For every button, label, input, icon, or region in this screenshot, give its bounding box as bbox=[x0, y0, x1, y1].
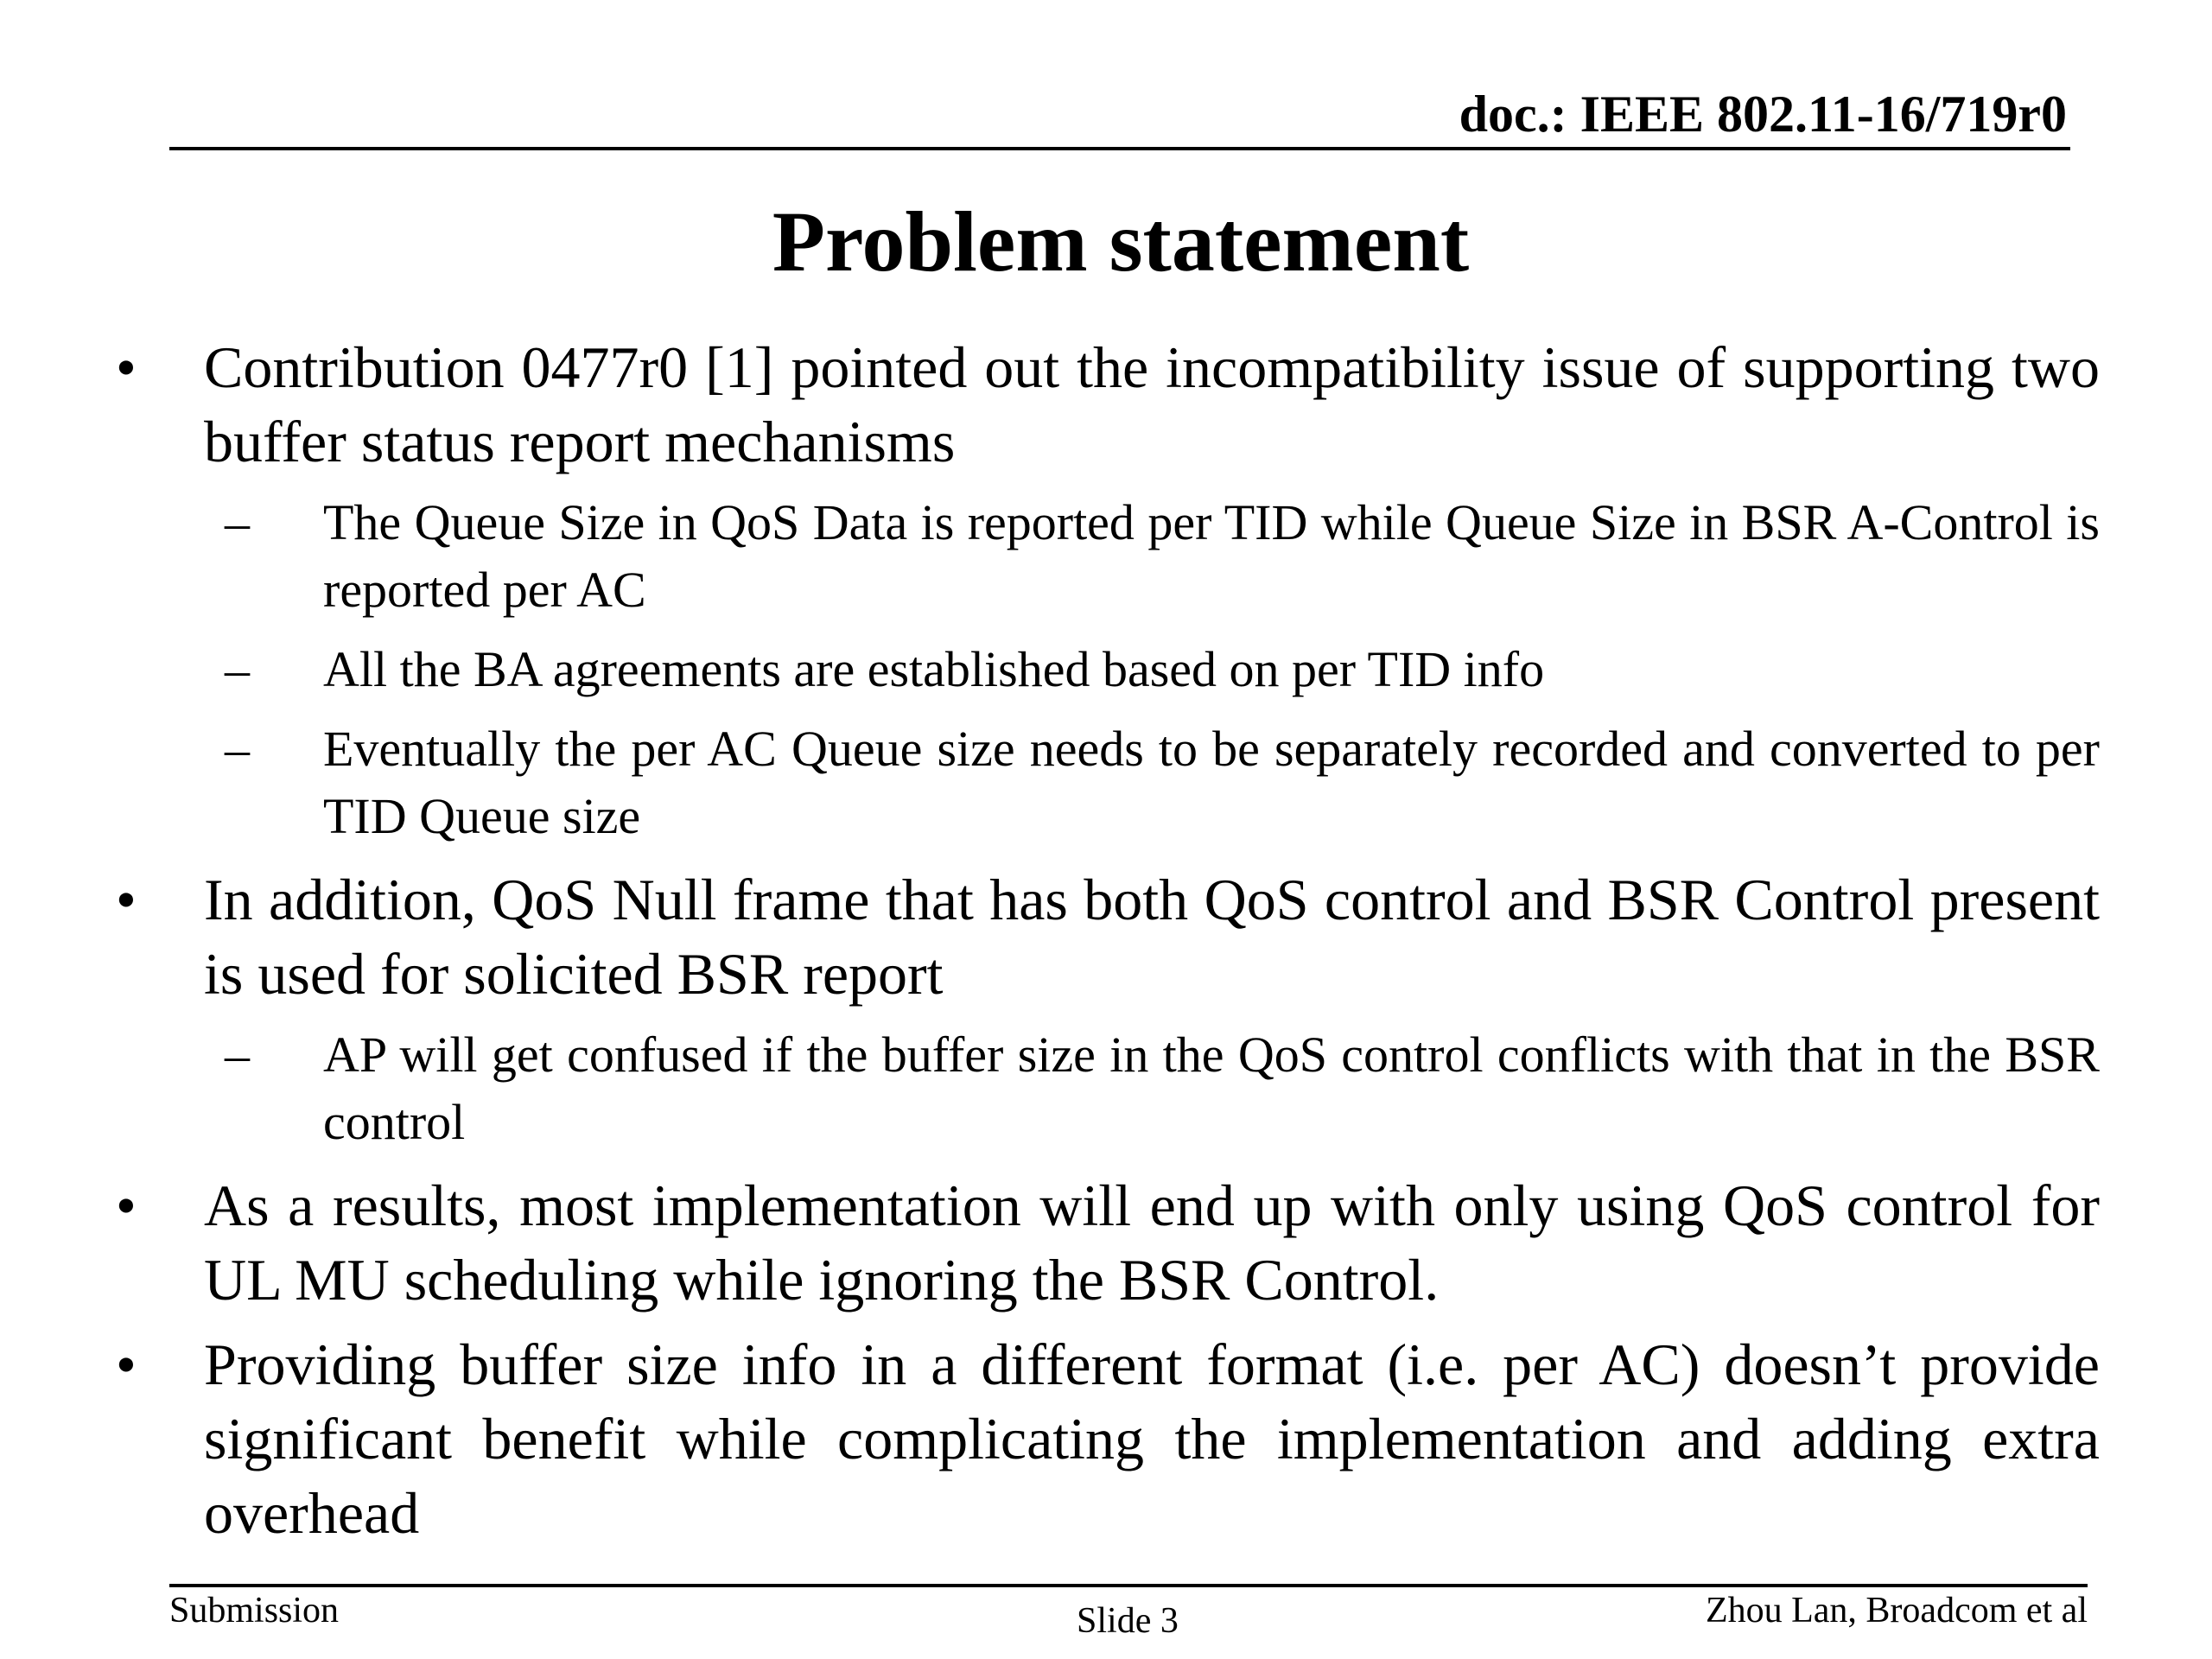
sub-bullet-text: Eventually the per AC Queue size needs to be separately recorded and converted to per TID Queue size bbox=[323, 721, 2100, 844]
bullet-text: Contribution 0477r0 [1] pointed out the incompatibility issue of supporting two buffer status report mechanisms bbox=[204, 334, 2100, 474]
slide-title: Problem statement bbox=[772, 194, 1470, 289]
bullet-text: In addition, QoS Null frame that has both QoS control and BSR Control present is used for solicited BSR report bbox=[204, 867, 2100, 1007]
sub-bullet-text: All the BA agreements are established based on per TID info bbox=[323, 641, 1545, 697]
dash-marker: – bbox=[225, 494, 250, 550]
bullet-marker: • bbox=[116, 867, 137, 932]
dash-marker: – bbox=[225, 721, 250, 777]
sub-bullet-item bbox=[225, 636, 2100, 703]
bullet-item bbox=[112, 862, 2100, 1011]
sub-bullet-item bbox=[225, 489, 2100, 624]
bullet-text: Providing buffer size info in a different format (i.e. per AC) doesn’t provide significant benefit while complicating the implementation and adding extra overhead bbox=[204, 1332, 2100, 1546]
sub-bullet-item bbox=[225, 715, 2100, 850]
bullet-item bbox=[112, 1327, 2100, 1550]
sub-bullet-text: The Queue Size in QoS Data is reported per TID while Queue Size in BSR A-Control is reported per AC bbox=[323, 494, 2100, 618]
header-divider bbox=[169, 147, 2070, 150]
document-id: doc.: IEEE 802.11-16/719r0 bbox=[1459, 86, 2067, 143]
bullet-marker: • bbox=[116, 334, 137, 400]
bullet-marker: • bbox=[116, 1332, 137, 1397]
footer-submission: Submission bbox=[169, 1591, 340, 1630]
footer-divider bbox=[169, 1584, 2088, 1587]
bullet-item bbox=[112, 330, 2100, 479]
bullet-text: As a results, most implementation will end up with only using QoS control for UL MU scheduling while ignoring the BSR Control. bbox=[204, 1173, 2100, 1313]
slide-number: Slide 3 bbox=[1077, 1601, 1179, 1641]
footer-authors: Zhou Lan, Broadcom et al bbox=[1705, 1591, 2088, 1630]
bullet-marker: • bbox=[116, 1173, 137, 1238]
dash-marker: – bbox=[225, 641, 250, 697]
dash-marker: – bbox=[225, 1027, 250, 1083]
bullet-item bbox=[112, 1168, 2100, 1317]
sub-bullet-item bbox=[225, 1021, 2100, 1156]
sub-bullet-text: AP will get confused if the buffer size in the QoS control conflicts with that in the BSR control bbox=[323, 1027, 2100, 1150]
slide-body bbox=[112, 330, 2100, 1560]
